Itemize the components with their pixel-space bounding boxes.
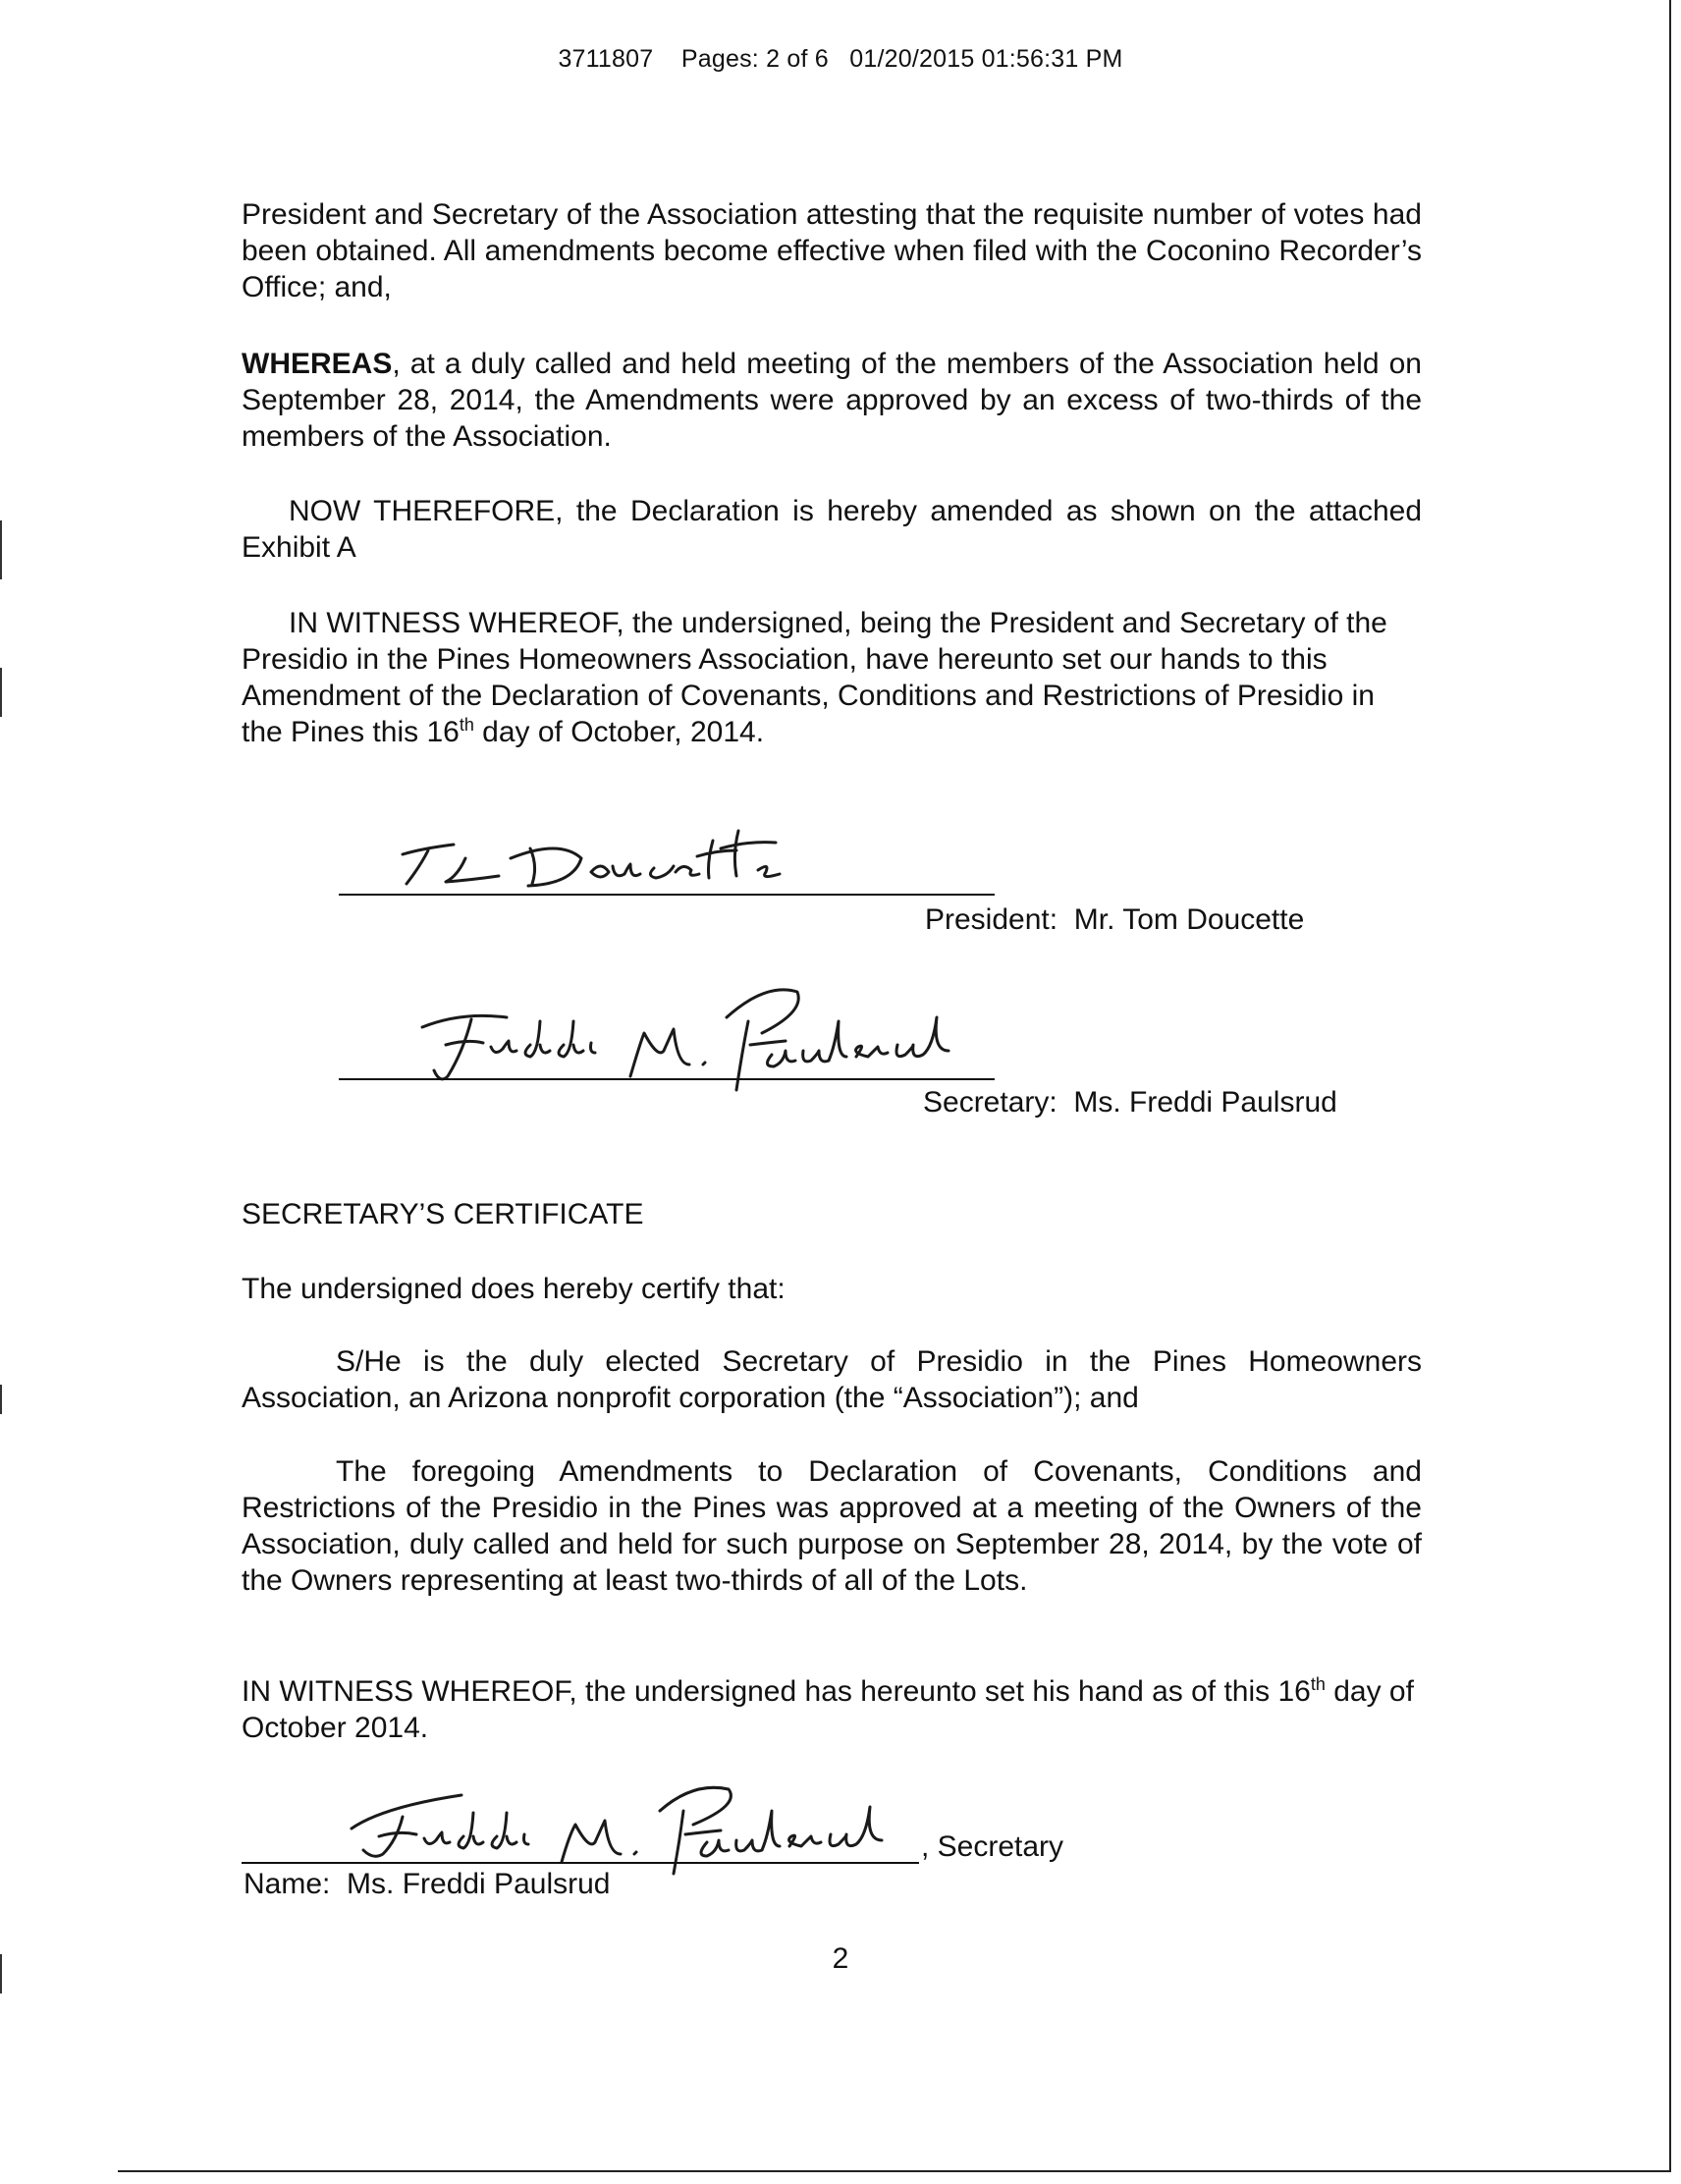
certificate-witness-date: day of October 2014. [242, 1675, 1414, 1744]
recording-stamp [0, 45, 1681, 74]
president-signature [363, 815, 835, 894]
secretary-signature-line [339, 1078, 995, 1080]
certificate-signature-line [242, 1862, 919, 1864]
in-witness-date: day of October, 2014. [473, 716, 765, 748]
paragraph-amendment-effective: President and Secretary of the Association attesting that the requisite number of votes had been obtained. All amendments become effective when filed with the Coconino Recorder’s Office; and, [242, 198, 1422, 303]
secretary-caption: Secretary: Ms. Freddi Paulsrud [923, 1086, 1337, 1119]
certificate-witness [242, 1673, 1422, 1746]
secretary-signature [412, 982, 962, 1090]
certificate-signature [344, 1777, 894, 1876]
in-witness-text: IN WITNESS WHEREOF, the undersigned, being the President and Secretary of the Presidio in the Pines Homeowners Association, have hereunto set our hands to this Amendment of the Declaration of Covenants, Conditions and Restrictions of Presidio in the Pines this 16 [242, 607, 1387, 748]
page-number: 2 [832, 1942, 849, 1975]
president-caption: President: Mr. Tom Doucette [925, 903, 1305, 936]
whereas-text: , at a duly called and held meeting of the members of the Association held on September 28, 2014, the Amendments were approved by an excess of two-thirds of the members of the Association. [242, 348, 1422, 453]
recording-datetime: 01/20/2015 01:56:31 PM [849, 45, 1123, 73]
certificate-secretary-suffix: , Secretary [921, 1830, 1064, 1863]
ordinal-suffix: th [459, 715, 474, 735]
certificate-intro: The undersigned does hereby certify that: [242, 1273, 786, 1305]
certificate-item-approval: The foregoing Amendments to Declaration of Covenants, Conditions and Restrictions of the Presidio in the Pines was approved at a meeting of the Owners of the Association, duly called and held for such purpose on September 28, 2014, by the vote of the Owners representing at least two-thirds of all of the Lots. [242, 1455, 1422, 1597]
paragraph-whereas [242, 346, 1422, 455]
whereas-bold: WHEREAS [242, 348, 393, 380]
certificate-witness-text: IN WITNESS WHEREOF, the undersigned has hereunto set his hand as of this 16 [242, 1675, 1311, 1708]
certificate-name-line: Name: Ms. Freddi Paulsrud [244, 1868, 611, 1900]
paragraph-now-therefore: NOW THEREFORE, the Declaration is hereby amended as shown on the attached Exhibit A [242, 495, 1422, 564]
ordinal-suffix: th [1310, 1674, 1326, 1694]
paragraph-in-witness [242, 605, 1422, 750]
scan-edge-mark [0, 668, 2, 717]
page-bottom-edge [118, 2170, 1671, 2172]
president-signature-line [339, 894, 995, 896]
certificate-item-secretary: S/He is the duly elected Secretary of Presidio in the Pines Homeowners Association, an Arizona nonprofit corporation (the “Association”); and [242, 1345, 1422, 1414]
document-number: 3711807 [558, 45, 654, 73]
page-count: Pages: 2 of 6 [680, 45, 829, 73]
scan-edge-mark [0, 1385, 2, 1414]
certificate-heading: SECRETARY’S CERTIFICATE [242, 1198, 644, 1230]
scan-edge-mark [0, 520, 2, 579]
page-right-edge [1669, 0, 1671, 2172]
